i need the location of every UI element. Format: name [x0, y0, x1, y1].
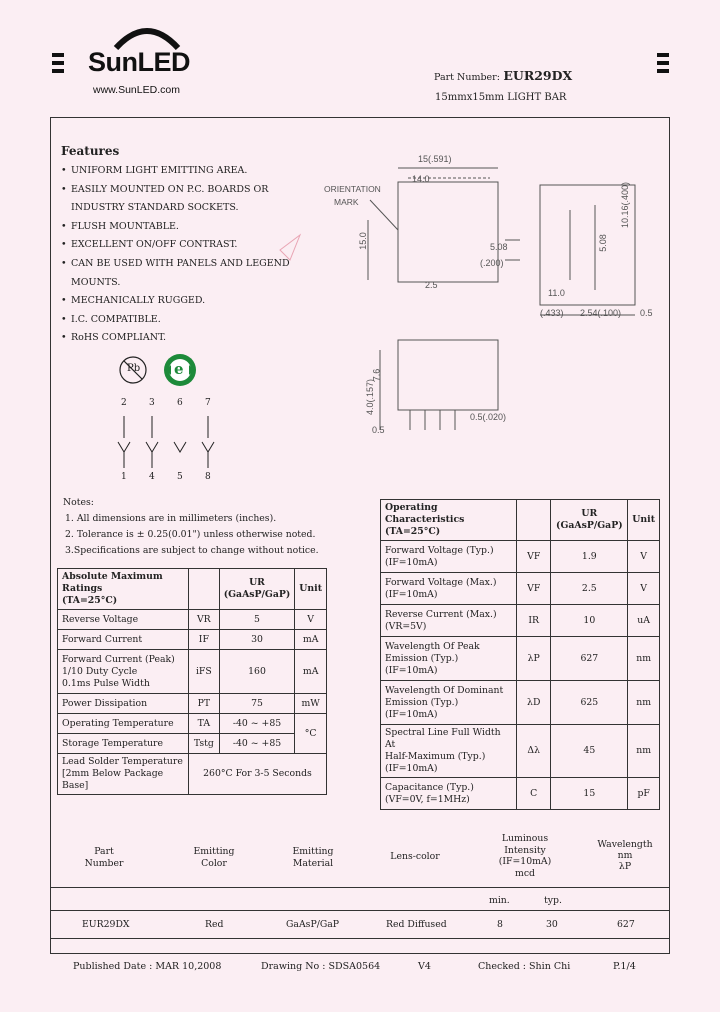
table-sym-header	[517, 500, 551, 541]
sel-header-text: Part	[94, 846, 114, 857]
param-cell: Capacitance (Typ.) (VF=0V, f=1MHz)	[381, 778, 517, 810]
sel-row-wavelength: 627	[617, 919, 635, 930]
unit-cell: mA	[295, 630, 327, 650]
param-cell: Operating Temperature	[58, 714, 189, 734]
val-cell: 10	[551, 605, 628, 637]
val-cell: 5	[219, 610, 295, 630]
dim-right-small: 5.08	[597, 234, 608, 252]
features-title: Features	[61, 144, 120, 158]
sym-cell: VR	[188, 610, 219, 630]
param-cell: Wavelength Of Dominant Emission (Typ.) (IF=10mA)	[381, 681, 517, 725]
sel-header-typ: typ.	[544, 895, 562, 906]
ur-header: UR	[249, 577, 265, 588]
dim-bottom-right: 11.0	[548, 288, 565, 298]
table-row	[58, 734, 327, 754]
table-row	[381, 541, 660, 573]
sym-cell: VF	[517, 573, 551, 605]
note-item: 2. Tolerance is ± 0.25(0.01") unless otherwise noted.	[65, 529, 316, 540]
sel-header-text: (IF=10mA)	[498, 856, 552, 867]
val-cell: 625	[551, 681, 628, 725]
pin-label-bottom: 5	[177, 472, 183, 482]
brand-website[interactable]: www.SunLED.com	[93, 84, 180, 96]
pin-label-bottom: 8	[205, 472, 211, 482]
sym-cell: TA	[188, 714, 219, 734]
table-row	[381, 605, 660, 637]
dim-width: 15(.591)	[418, 154, 452, 164]
pin-label-top: 2	[121, 398, 127, 408]
sel-header-text: Color	[201, 858, 227, 869]
pin-label-top: 3	[149, 398, 155, 408]
footer-checked: Checked : Shin Chi	[478, 961, 571, 972]
val-cell: 30	[219, 630, 295, 650]
unit-cell: nm	[628, 637, 660, 681]
val-cell: -40 ~ +85	[219, 714, 295, 734]
table-row	[381, 573, 660, 605]
selection-bottom-line	[50, 938, 670, 939]
sel-row-min: 8	[497, 919, 503, 930]
param-cell: Forward Current	[58, 630, 189, 650]
sel-header-lens: Lens-color	[390, 851, 440, 862]
ur-header: UR	[581, 508, 598, 519]
sel-header-text: nm	[617, 850, 633, 861]
table-title-cell	[58, 569, 189, 610]
val-cell: 160	[219, 650, 295, 694]
sel-header-text: Emitting	[292, 846, 334, 857]
sel-header-text: mcd	[515, 867, 535, 879]
dim-pitch-in: (.200)	[480, 258, 504, 268]
dim-pitch: 5.08	[490, 242, 508, 252]
sel-header-color	[184, 846, 244, 870]
table-row	[58, 754, 327, 795]
footer-published: Published Date : MAR 10,2008	[73, 961, 222, 972]
sym-cell: IF	[188, 630, 219, 650]
table-header-row	[58, 569, 327, 610]
feature-item: • CAN BE USED WITH PANELS AND LEGEND	[61, 255, 290, 274]
orientation-label-mark: MARK	[334, 197, 359, 207]
footer-drawing: Drawing No : SDSA0564	[261, 961, 381, 972]
param-cell: Reverse Current (Max.) (VR=5V)	[381, 605, 517, 637]
unit-cell: nm	[628, 681, 660, 725]
table-row	[58, 650, 327, 694]
sym-cell: λD	[517, 681, 551, 725]
val-cell: 15	[551, 778, 628, 810]
dim-right-total: 10.16(.400)	[620, 181, 630, 228]
val-cell: 260°C For 3-5 Seconds	[188, 754, 326, 795]
sym-cell: IR	[517, 605, 551, 637]
val-cell: 627	[551, 637, 628, 681]
val-cell: 75	[219, 694, 295, 714]
ur-header-sub: (GaAsP/GaP)	[223, 589, 291, 600]
op-char-title-cond: (TA=25°C)	[385, 526, 441, 537]
unit-cell: nm	[628, 725, 660, 778]
sel-header-wavelength	[590, 839, 660, 872]
mechanical-drawing	[260, 140, 660, 450]
table-row	[58, 714, 327, 734]
dim-lower: 7.6	[371, 368, 382, 382]
sel-header-text: Intensity	[504, 844, 546, 856]
feature-item: • MECHANICALLY RUGGED.	[61, 292, 290, 311]
pb-free-icon	[118, 355, 148, 385]
abs-max-table	[57, 568, 327, 795]
unit-cell: V	[295, 610, 327, 630]
dim-bottom-right: (.433)	[540, 308, 564, 318]
param-cell: Power Dissipation	[58, 694, 189, 714]
dim-inner: 14.0	[412, 174, 430, 184]
param-cell: Reverse Voltage	[58, 610, 189, 630]
notes-section	[63, 495, 319, 559]
val-cell: -40 ~ +85	[219, 734, 295, 754]
note-item: 1. All dimensions are in millimeters (inches).	[65, 513, 277, 524]
sel-row-material: GaAsP/GaP	[286, 919, 340, 930]
unit-header: Unit	[628, 500, 660, 541]
param-cell: Forward Voltage (Max.) (IF=10mA)	[381, 573, 517, 605]
part-number-header	[434, 68, 572, 83]
feature-item: • RoHS COMPLIANT.	[61, 329, 290, 348]
sel-row-typ: 30	[546, 919, 558, 930]
ur-header-sub: (GaAsP/GaP)	[556, 520, 623, 531]
sym-cell: Δλ	[517, 725, 551, 778]
sel-header-text: Material	[292, 858, 334, 869]
sym-cell: PT	[188, 694, 219, 714]
dim-bottom-right: 2.54(.100)	[580, 308, 622, 318]
table-ur-header	[219, 569, 295, 610]
selection-mid-line	[50, 910, 670, 911]
dim-bottom: 2.5	[425, 280, 438, 290]
sym-cell: λP	[517, 637, 551, 681]
sel-header-min: min.	[489, 895, 510, 906]
product-subtitle: 15mmx15mm LIGHT BAR	[435, 92, 567, 103]
sel-header-text: Wavelength	[597, 839, 653, 850]
table-row	[58, 694, 327, 714]
param-cell: Forward Voltage (Typ.) (IF=10mA)	[381, 541, 517, 573]
sel-row-color: Red	[205, 919, 224, 930]
abs-max-title-cond: (TA=25°C)	[62, 595, 118, 606]
orientation-label: ORIENTATION	[324, 184, 381, 194]
sel-header-text: λP	[618, 861, 632, 872]
abs-max-title: Absolute Maximum Ratings	[62, 571, 163, 594]
sym-cell: VF	[517, 541, 551, 573]
sunled-arc-logo-icon	[112, 20, 182, 50]
table-row	[381, 637, 660, 681]
param-cell: Forward Current (Peak) 1/10 Duty Cycle 0.1ms Pulse Width	[58, 650, 189, 694]
right-menu-icon	[657, 53, 669, 77]
features-section	[61, 144, 290, 348]
pin-label-bottom: 4	[149, 472, 155, 482]
feature-item: • UNIFORM LIGHT EMITTING AREA.	[61, 162, 290, 181]
dim-bottom-right: 0.5	[640, 308, 653, 318]
unit-header: Unit	[295, 569, 327, 610]
led-pin-schematic	[112, 412, 222, 472]
eco-recycle-icon	[162, 352, 198, 388]
note-item: 3.Specifications are subject to change without notice.	[65, 545, 319, 556]
param-cell: Storage Temperature	[58, 734, 189, 754]
feature-item: MOUNTS.	[71, 276, 121, 288]
val-cell: 2.5	[551, 573, 628, 605]
eco-text: e	[174, 360, 184, 378]
table-title-cell	[381, 500, 517, 541]
param-cell: Wavelength Of Peak Emission (Typ.) (IF=10mA)	[381, 637, 517, 681]
sel-header-text: Luminous	[501, 833, 549, 844]
sym-cell: iFS	[188, 650, 219, 694]
table-header-row	[381, 500, 660, 541]
sym-cell: Tstg	[188, 734, 219, 754]
sel-header-luminous	[490, 833, 560, 879]
left-menu-icon	[52, 53, 64, 77]
feature-item: • I.C. COMPATIBLE.	[61, 311, 290, 330]
unit-cell: uA	[628, 605, 660, 637]
unit-cell: °C	[295, 714, 327, 754]
sel-header-text: Emitting	[193, 846, 235, 857]
unit-cell: V	[628, 541, 660, 573]
footer-page: P.1/4	[613, 961, 636, 972]
table-ur-header	[551, 500, 628, 541]
feature-item: • EASILY MOUNTED ON P.C. BOARDS OR	[61, 181, 290, 200]
dim-lower: 0.5	[372, 425, 385, 435]
val-cell: 1.9	[551, 541, 628, 573]
op-char-table	[380, 499, 660, 810]
unit-cell: mW	[295, 694, 327, 714]
param-cell: Spectral Line Full Width At Half-Maximum (Typ.) (IF=10mA)	[381, 725, 517, 778]
table-row	[58, 610, 327, 630]
feature-item: INDUSTRY STANDARD SOCKETS.	[71, 202, 239, 214]
pin-label-top: 6	[177, 398, 183, 408]
dim-lower: 0.5(.020)	[470, 412, 507, 422]
sym-cell: C	[517, 778, 551, 810]
sel-header-material	[283, 846, 343, 870]
unit-cell: pF	[628, 778, 660, 810]
table-row	[58, 630, 327, 650]
dim-lower: 4.0(.157)	[365, 378, 376, 416]
dim-side: 15.0	[357, 232, 368, 250]
param-cell: Lead Solder Temperature [2mm Below Package Base]	[58, 754, 189, 795]
part-number-label: Part Number:	[434, 72, 500, 83]
feature-item: • EXCELLENT ON/OFF CONTRAST.	[61, 236, 290, 255]
op-char-title: Operating Characteristics	[385, 502, 465, 525]
sel-row-lens: Red Diffused	[386, 919, 447, 930]
table-row	[381, 725, 660, 778]
table-row	[381, 681, 660, 725]
part-number-value: EUR29DX	[503, 68, 573, 83]
unit-cell: mA	[295, 650, 327, 694]
selection-top-line	[50, 887, 670, 888]
pb-text: Pb	[127, 363, 141, 374]
feature-item: • FLUSH MOUNTABLE.	[61, 218, 290, 237]
sel-row-part: EUR29DX	[82, 919, 130, 930]
val-cell: 45	[551, 725, 628, 778]
footer-version: V4	[418, 961, 431, 972]
pin-label-top: 7	[205, 398, 211, 408]
pin-label-bottom: 1	[121, 472, 127, 482]
table-sym-header	[188, 569, 219, 610]
sel-header-part	[74, 846, 134, 870]
unit-cell: V	[628, 573, 660, 605]
table-row	[381, 778, 660, 810]
sel-header-text: Number	[84, 858, 124, 869]
brand-logo: SunLED	[88, 47, 190, 77]
notes-title: Notes:	[63, 497, 94, 508]
